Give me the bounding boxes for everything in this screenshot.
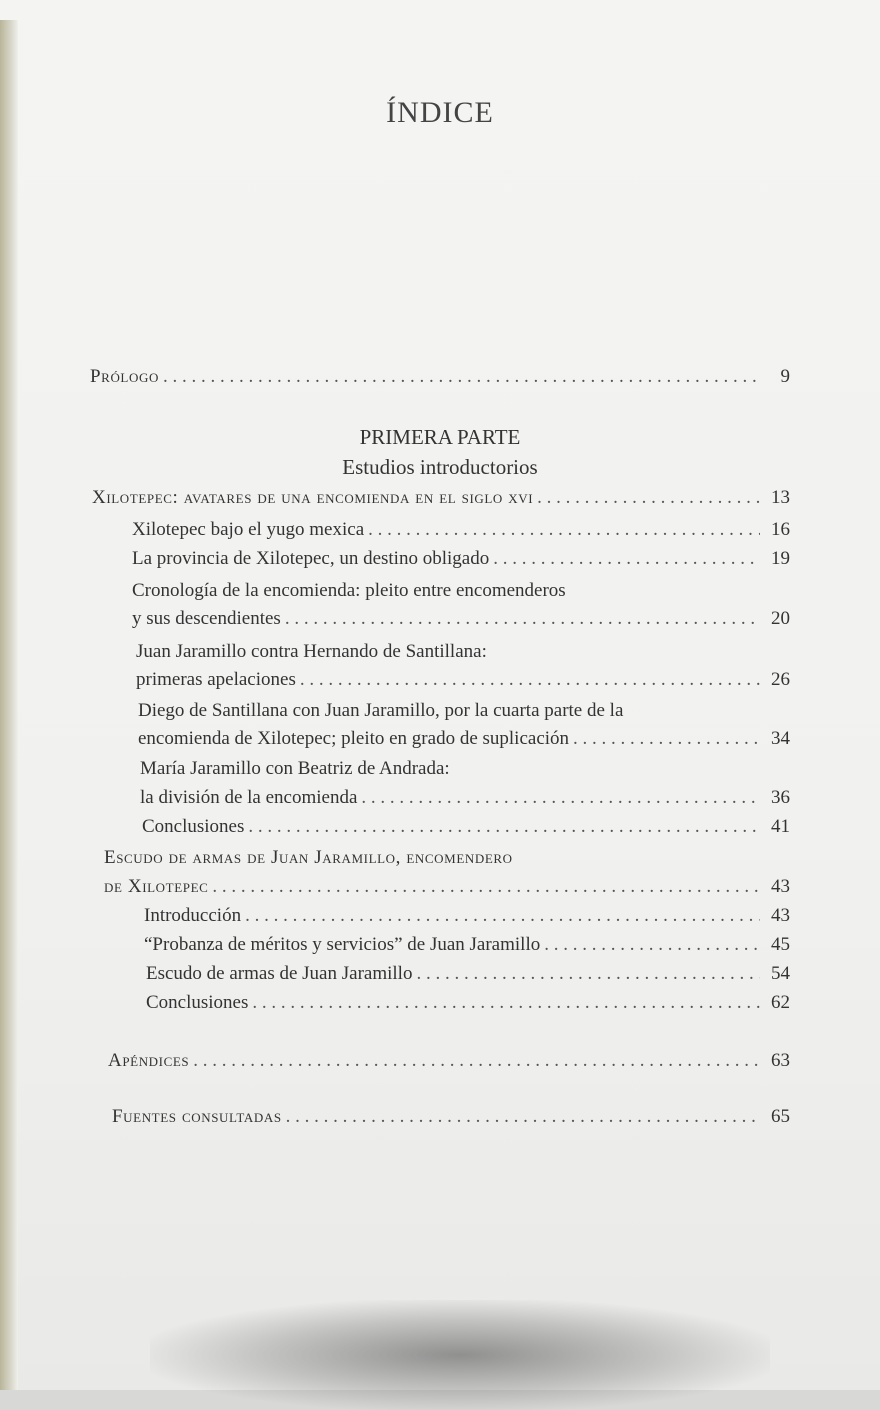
toc-entry-section-1 [92, 487, 790, 509]
dot-leader [493, 548, 760, 570]
dot-leader [361, 787, 760, 809]
toc-page-number: 36 [771, 787, 790, 808]
toc-page-number: 9 [780, 366, 790, 387]
toc-entry-label: “Probanza de méritos y servicios” de Juan Jaramillo [144, 934, 541, 955]
dot-leader [544, 934, 760, 956]
toc-entry-subsection [142, 816, 790, 838]
toc-entry-label: encomienda de Xilotepec; pleito en grado de suplicación [138, 728, 570, 749]
toc-entry-label: la división de la encomienda [140, 787, 358, 808]
toc-entry-subsection [132, 519, 790, 541]
toc-entry-label: Xilotepec: avatares de una encomienda en el siglo xvi [92, 487, 534, 508]
toc-entry-subsection [138, 728, 790, 750]
dot-leader [537, 487, 760, 509]
dot-leader [193, 1050, 760, 1072]
dot-leader [368, 519, 760, 541]
toc-entry-label: Prólogo [90, 366, 159, 387]
dot-leader [416, 963, 760, 985]
toc-entry-subsection [132, 608, 790, 630]
toc-entry-first-line: Juan Jaramillo contra Hernando de Santillana: [136, 641, 487, 662]
dot-leader [245, 905, 760, 927]
toc-entry-subsection [136, 669, 790, 691]
toc-page-number: 34 [771, 728, 790, 749]
dot-leader [285, 608, 760, 630]
toc-page-number: 26 [771, 669, 790, 690]
toc-page-number: 43 [771, 905, 790, 926]
toc-entry-subsection [140, 787, 790, 809]
toc-page-number: 16 [771, 519, 790, 540]
toc-entry-prologo [90, 366, 790, 388]
toc-entry-first-line: Cronología de la encomienda: pleito entre encomenderos [132, 580, 566, 601]
toc-page-number: 62 [771, 992, 790, 1013]
toc-page-number: 63 [771, 1050, 790, 1071]
toc-entry-label: Conclusiones [142, 816, 245, 837]
dot-leader [248, 816, 760, 838]
page-title: ÍNDICE [386, 96, 494, 129]
toc-entry-subsection [144, 934, 790, 956]
dot-leader [212, 876, 760, 898]
toc-entry-apendices [108, 1050, 790, 1072]
toc-entry-subsection [146, 992, 790, 1014]
toc-entry-label: de Xilotepec [104, 876, 209, 897]
toc-entry-subsection [132, 548, 790, 570]
toc-page-number: 13 [771, 487, 790, 508]
toc-entry-label: Xilotepec bajo el yugo mexica [132, 519, 365, 540]
toc-entry-first-line: Escudo de armas de Juan Jaramillo, encomendero [104, 847, 513, 868]
toc-entry-label: Introducción [144, 905, 242, 926]
part-subtitle: Estudios introductorios [342, 455, 538, 479]
toc-entry-first-line: María Jaramillo con Beatriz de Andrada: [140, 758, 450, 779]
toc-entry-subsection [146, 963, 790, 985]
toc-entry-label: Apéndices [108, 1050, 190, 1071]
part-title: PRIMERA PARTE [359, 425, 521, 449]
dot-leader [163, 366, 760, 388]
dot-leader [286, 1106, 760, 1128]
toc-page-number: 20 [771, 608, 790, 629]
toc-page-number: 19 [771, 548, 790, 569]
dot-leader [300, 669, 760, 691]
hand-shadow [150, 1300, 770, 1410]
toc-page-number: 41 [771, 816, 790, 837]
dot-leader [252, 992, 760, 1014]
toc-entry-fuentes [112, 1106, 790, 1128]
dot-leader [573, 728, 760, 750]
toc-entry-label: primeras apelaciones [136, 669, 296, 690]
toc-page-number: 65 [771, 1106, 790, 1127]
toc-entry-label: Conclusiones [146, 992, 249, 1013]
toc-page-number: 43 [771, 876, 790, 897]
toc-entry-label: y sus descendientes [132, 608, 281, 629]
toc-entry-section-2 [104, 876, 790, 898]
toc-entry-subsection [144, 905, 790, 927]
toc-entry-first-line: Diego de Santillana con Juan Jaramillo, por la cuarta parte de la [138, 700, 624, 721]
toc-entry-label: Fuentes consultadas [112, 1106, 282, 1127]
book-spine-edge [0, 20, 18, 1390]
toc-page-number: 45 [771, 934, 790, 955]
toc-entry-label: La provincia de Xilotepec, un destino obligado [132, 548, 490, 569]
toc-entry-label: Escudo de armas de Juan Jaramillo [146, 963, 413, 984]
toc-page-number: 54 [771, 963, 790, 984]
